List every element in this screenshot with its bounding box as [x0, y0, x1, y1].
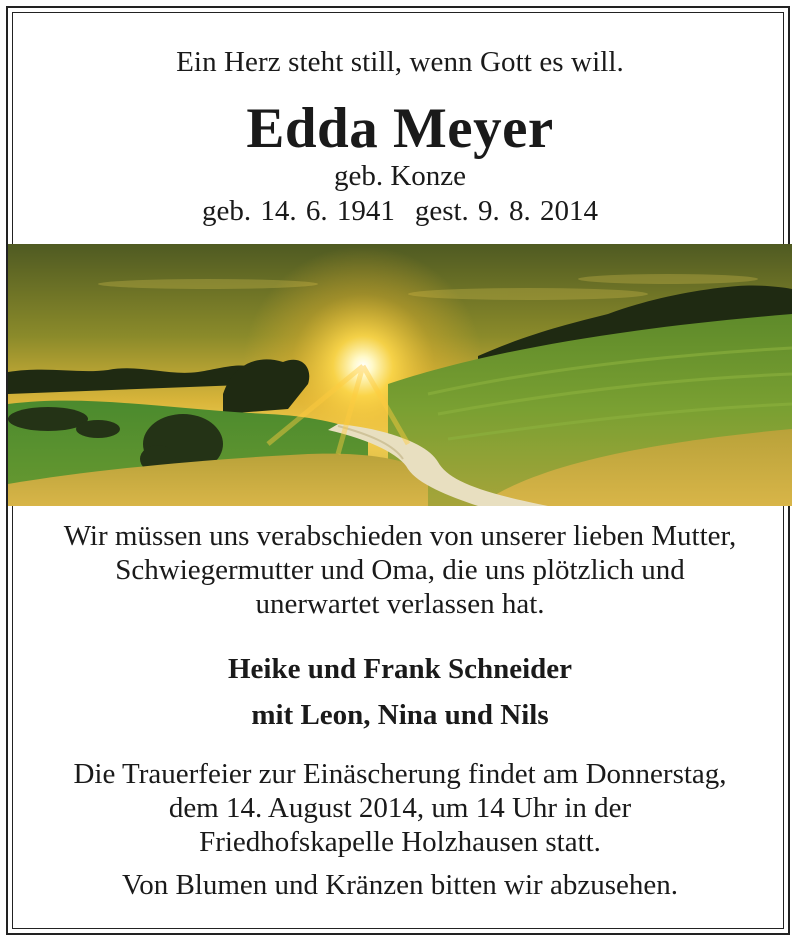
family-names — [0, 646, 800, 738]
death-date: gest. 9. 8. 2014 — [414, 195, 599, 227]
sunset-landscape-photo — [8, 244, 792, 506]
ceremony-info — [0, 757, 800, 859]
deceased-name: Edda Meyer — [246, 97, 554, 160]
maiden-name: geb. Konze — [333, 160, 467, 192]
family-line: Heike und Frank Schneider — [227, 653, 573, 685]
ceremony-line: Friedhofskapelle Holzhausen statt. — [199, 826, 601, 858]
life-dates — [0, 195, 800, 228]
motto: Ein Herz steht still, wenn Gott es will. — [176, 46, 624, 78]
flowers-note: Von Blumen und Kränzen bitten wir abzusehen. — [122, 869, 678, 901]
ceremony-line: Die Trauerfeier zur Einäscherung findet am Donnerstag, — [73, 758, 727, 790]
ceremony-line: dem 14. August 2014, um 14 Uhr in der — [168, 792, 632, 824]
farewell-line: unerwartet verlassen hat. — [255, 588, 545, 620]
family-line: mit Leon, Nina und Nils — [251, 699, 549, 731]
farewell-line: Schwiegermutter und Oma, die uns plötzlich und — [115, 554, 685, 586]
birth-date: geb. 14. 6. 1941 — [201, 195, 395, 227]
farewell-line: Wir müssen uns verabschieden von unserer lieben Mutter, — [63, 520, 737, 552]
farewell-text — [0, 519, 800, 621]
